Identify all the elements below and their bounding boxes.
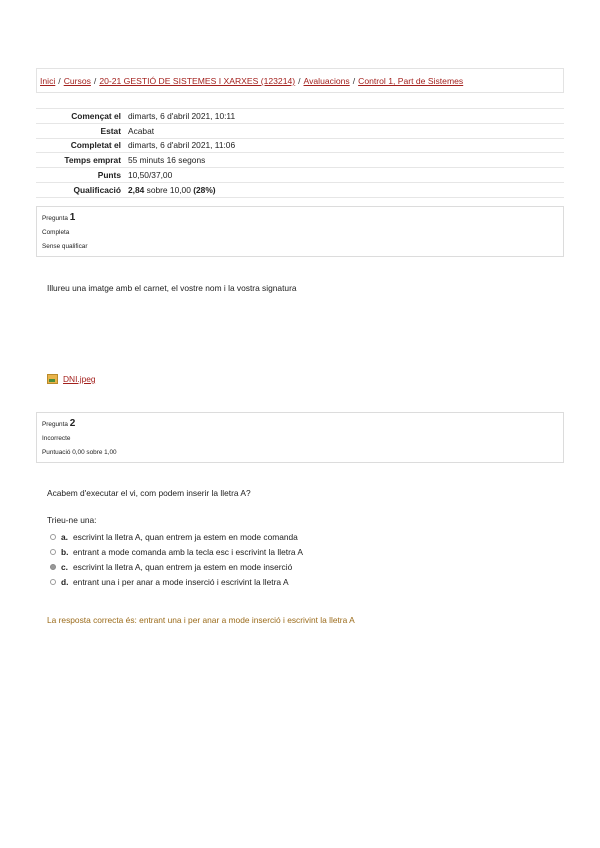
breadcrumb-separator: / (58, 76, 61, 86)
option-letter: c. (61, 561, 68, 572)
answer-option-c[interactable] (50, 559, 303, 574)
option-text: entrant a mode comanda amb la tecla esc i escrivint la lletra A (73, 546, 303, 557)
question-1-info (36, 206, 564, 257)
question-status: Incorrecte (42, 435, 71, 442)
option-letter: a. (61, 531, 68, 542)
question-label: Pregunta (42, 215, 68, 222)
summary-value (125, 182, 564, 197)
summary-row-marks (36, 168, 564, 183)
breadcrumb-course-link[interactable]: 20-21 GESTIÓ DE SISTEMES I XARXES (123214) (99, 76, 296, 86)
breadcrumb-home-link[interactable]: Inici (40, 76, 56, 86)
breadcrumb-separator: / (298, 76, 301, 86)
grade-value: 2,84 (128, 184, 145, 195)
summary-label: Començat el (71, 110, 121, 121)
attachment-link[interactable]: DNI.jpeg (63, 374, 96, 384)
radio-button[interactable] (50, 549, 56, 555)
summary-value: dimarts, 6 d'abril 2021, 10:11 (128, 110, 236, 121)
question-grade: Puntuació 0,00 sobre 1,00 (42, 449, 117, 456)
summary-row-completed (36, 138, 564, 153)
option-text: escrivint la lletra A, quan entrem ja estem en mode comanda (73, 531, 298, 542)
question-1-text: Illureu una imatge amb el carnet, el vostre nom i la vostra signatura (47, 283, 297, 293)
option-text: escrivint la lletra A, quan entrem ja estem en mode inserció (73, 561, 293, 572)
answer-option-a[interactable] (50, 529, 303, 544)
question-2-info (36, 412, 564, 463)
question-label: Pregunta (42, 421, 68, 428)
summary-value: dimarts, 6 d'abril 2021, 11:06 (128, 140, 236, 151)
radio-button[interactable] (50, 579, 56, 585)
question-number: 1 (69, 212, 76, 223)
option-text: entrant una i per anar a mode inserció i escrivint la lletra A (73, 576, 289, 587)
breadcrumb-assessments-link[interactable]: Avaluacions (303, 76, 350, 86)
answer-option-d[interactable] (50, 574, 303, 589)
grade-percent: (28%) (193, 184, 216, 195)
breadcrumb-separator: / (93, 76, 97, 86)
option-letter: d. (61, 576, 69, 587)
summary-value: 10,50/37,00 (128, 170, 173, 181)
breadcrumb (36, 68, 564, 93)
summary-value: 55 minuts 16 segons (128, 155, 206, 166)
summary-label: Temps emprat (64, 155, 121, 166)
radio-button[interactable] (50, 534, 56, 540)
summary-row-grade (36, 182, 564, 197)
summary-label: Estat (100, 125, 121, 136)
grade-out-of: sobre 10,00 (146, 184, 191, 195)
summary-row-time (36, 153, 564, 168)
question-status: Completa (42, 229, 70, 236)
question-number: 2 (69, 418, 76, 429)
answer-options (50, 529, 303, 589)
breadcrumb-quiz-link[interactable]: Control 1, Part de Sistemes (358, 76, 464, 86)
image-file-icon (47, 374, 58, 384)
question-grade: Sense qualificar (42, 243, 88, 250)
summary-row-state (36, 123, 564, 138)
summary-row-started (36, 109, 564, 124)
attempt-summary-table (36, 108, 564, 198)
summary-label: Completat el (70, 140, 121, 151)
answer-option-b[interactable] (50, 544, 303, 559)
summary-label: Qualificació (73, 184, 121, 195)
question-2-text: Acabem d'executar el vi, com podem inserir la lletra A? (47, 488, 251, 498)
option-letter: b. (61, 546, 69, 557)
radio-button-selected[interactable] (50, 564, 56, 570)
breadcrumb-separator: / (352, 76, 356, 86)
breadcrumb-courses-link[interactable]: Cursos (63, 76, 91, 86)
correct-answer-feedback: La resposta correcta és: entrant una i per anar a mode inserció i escrivint la lletra A (47, 615, 355, 625)
summary-label: Punts (97, 170, 121, 181)
answer-prompt: Trieu-ne una: (47, 515, 97, 525)
attachment (47, 374, 96, 384)
summary-value: Acabat (128, 125, 155, 136)
